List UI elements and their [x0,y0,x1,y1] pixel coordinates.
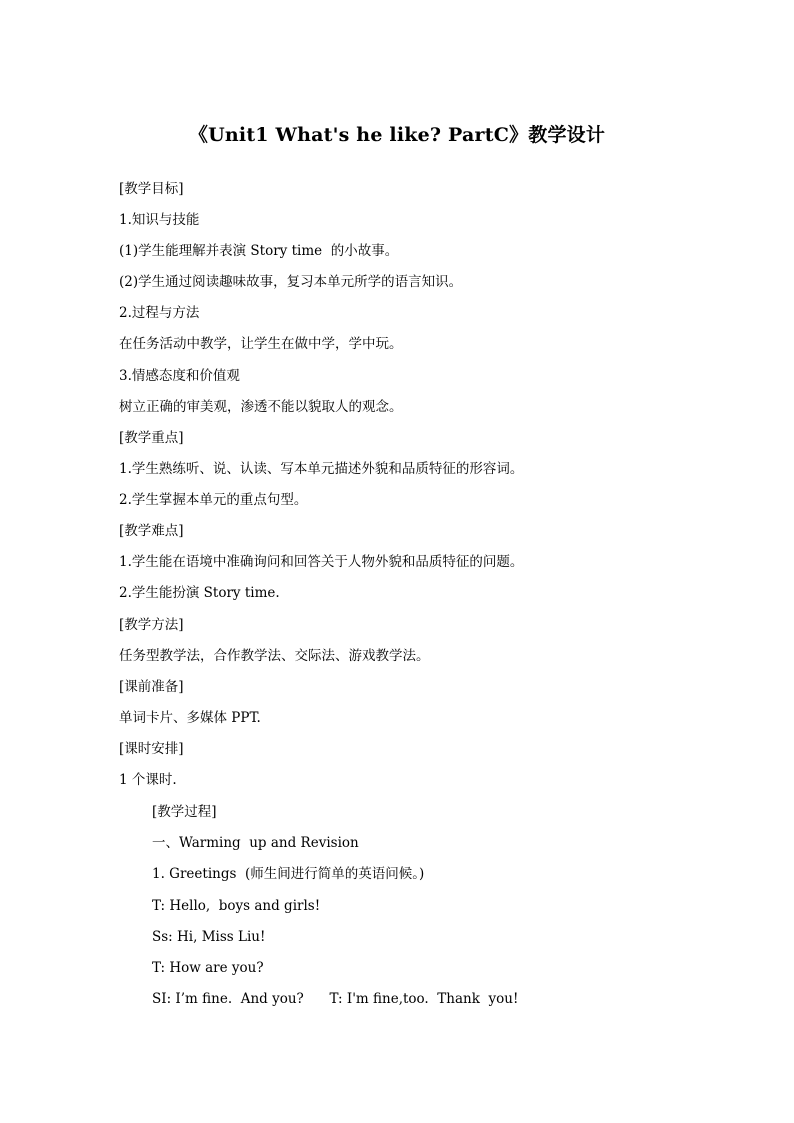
text-line: 1.学生熟练听、说、认读、写本单元描述外貌和品质特征的形容词。 [119,461,524,477]
text-line: 2.学生掌握本单元的重点句型。 [119,492,308,508]
text-line: (1)学生能理解并表演 Story time 的小故事。 [119,243,399,259]
section-heading-process: [教学过程] [152,804,217,820]
section-heading-preparation: [课前准备] [119,679,184,695]
text-line: 在任务活动中教学，让学生在做中学，学中玩。 [119,336,403,352]
text-line: 1.学生能在语境中准确询问和回答关于人物外貌和品质特征的问题。 [119,554,524,570]
text-line: (2)学生通过阅读趣味故事，复习本单元所学的语言知识。 [119,274,463,290]
text-line: 1. Greetings (师生间进行简单的英语问候。) [152,866,425,882]
section-heading-key-points: [教学重点] [119,430,184,446]
section-heading-difficulties: [教学难点] [119,523,184,539]
text-line: 一、Warming up and Revision [152,835,359,851]
text-line: 2.过程与方法 [119,305,200,321]
text-line: 树立正确的审美观，渗透不能以貌取人的观念。 [119,399,403,415]
section-heading-objectives: [教学目标] [119,181,184,197]
text-line: 任务型教学法，合作教学法、交际法、游戏教学法。 [119,648,430,664]
document-title: 《Unit1 What's he like? PartC》教学设计 [188,124,606,146]
text-line: 单词卡片、多媒体 PPT. [119,710,261,726]
text-line: SI: I’m fine. And you? T: I'm fine,too. Thank you! [152,991,519,1007]
section-heading-schedule: [课时安排] [119,741,184,757]
section-heading-methods: [教学方法] [119,617,184,633]
text-line: Ss: Hi, Miss Liu! [152,929,266,945]
text-line: 1 个课时. [119,772,177,788]
text-line: 3.情感态度和价值观 [119,368,240,384]
text-line: 2.学生能扮演 Story time. [119,585,280,601]
text-line: T: How are you? [152,960,264,976]
text-line: 1.知识与技能 [119,212,200,228]
text-line: T: Hello, boys and girls! [152,898,321,914]
